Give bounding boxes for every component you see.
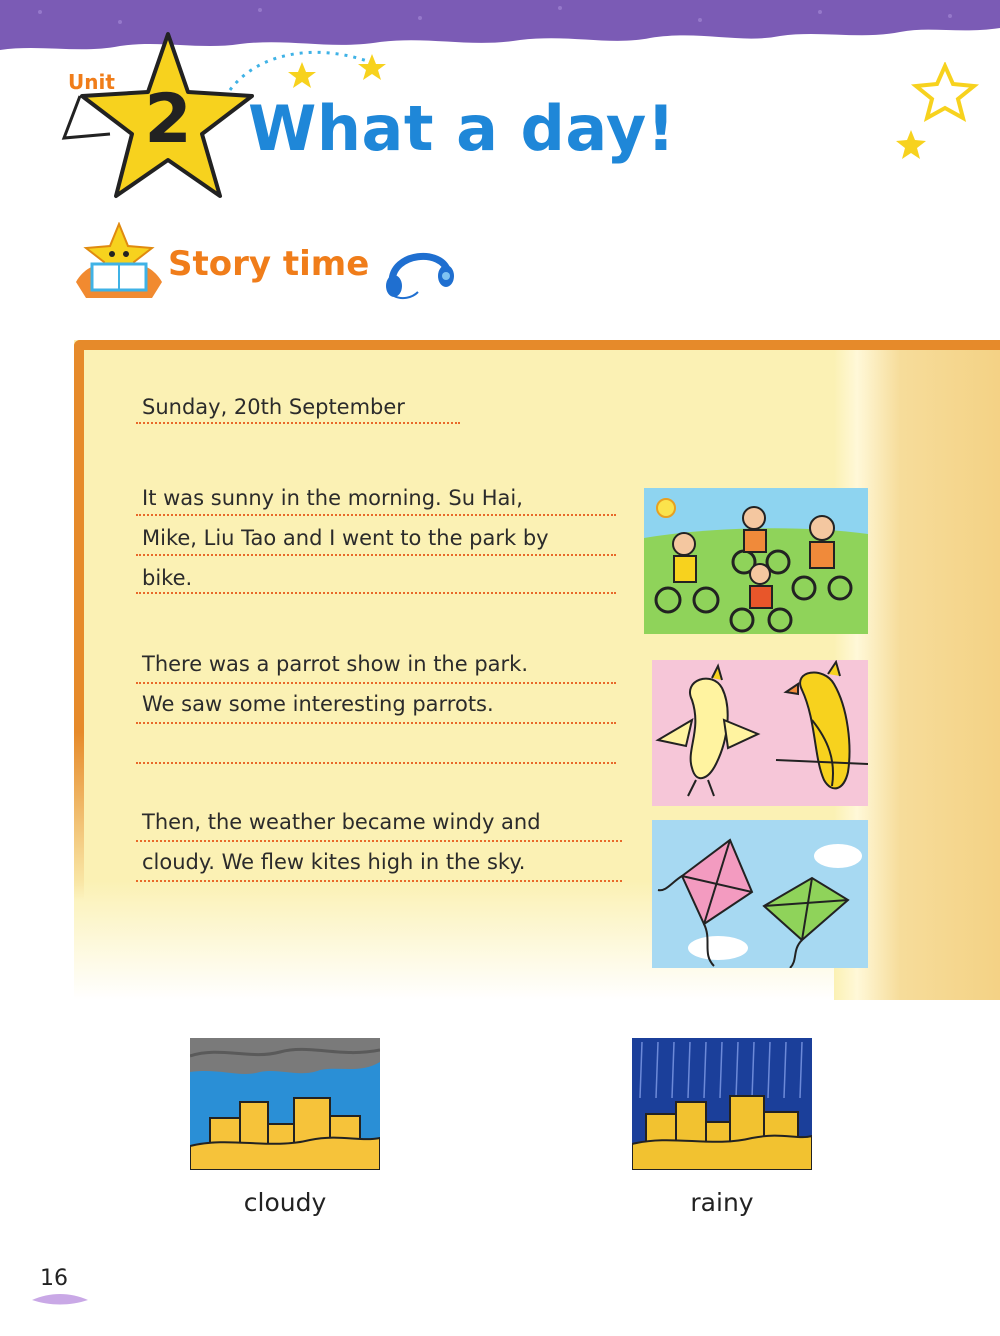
dotted-rule — [136, 682, 616, 684]
vocab-word-rainy: rainy — [690, 1188, 754, 1217]
children-cycling-illustration — [644, 488, 868, 634]
dotted-rule — [136, 422, 460, 424]
headphones-icon[interactable] — [382, 242, 458, 300]
dotted-rule — [136, 514, 616, 516]
page-title: What a day! — [248, 92, 676, 165]
paragraph-2-line-1: There was a parrot show in the park. — [142, 652, 528, 676]
dotted-arc-decoration — [220, 40, 400, 100]
diary-date: Sunday, 20th September — [142, 395, 405, 419]
vocab-word-cloudy: cloudy — [243, 1188, 327, 1217]
section-title: Story time — [168, 244, 370, 284]
dotted-rule — [136, 880, 622, 882]
book-cover-edge — [74, 340, 1000, 350]
paragraph-2-line-2: We saw some interesting parrots. — [142, 692, 494, 716]
dotted-rule — [136, 762, 616, 764]
dotted-rule — [136, 840, 622, 842]
paragraph-1-line-2: Mike, Liu Tao and I went to the park by — [142, 526, 549, 550]
reading-star-icon — [76, 222, 162, 298]
dotted-rule — [136, 554, 616, 556]
book-cover-edge-left — [74, 340, 84, 900]
dotted-rule — [136, 722, 616, 724]
parrots-illustration — [652, 660, 868, 806]
kites-illustration — [652, 820, 868, 968]
unit-label: Unit — [68, 70, 115, 94]
dotted-rule — [136, 592, 616, 594]
page-number: 16 — [40, 1266, 68, 1291]
paragraph-3-line-1: Then, the weather became windy and — [142, 810, 541, 834]
paragraph-3-line-2: cloudy. We flew kites high in the sky. — [142, 850, 526, 874]
page-number-swoosh — [30, 1290, 90, 1306]
paragraph-1-line-3: bike. — [142, 566, 193, 590]
paragraph-1-line-1: It was sunny in the morning. Su Hai, — [142, 486, 523, 510]
cloudy-city-illustration — [190, 1038, 380, 1170]
small-star-icon — [894, 128, 928, 162]
rainy-city-illustration — [632, 1038, 812, 1170]
outline-star-icon — [910, 62, 980, 122]
unit-number: 2 — [144, 80, 192, 159]
